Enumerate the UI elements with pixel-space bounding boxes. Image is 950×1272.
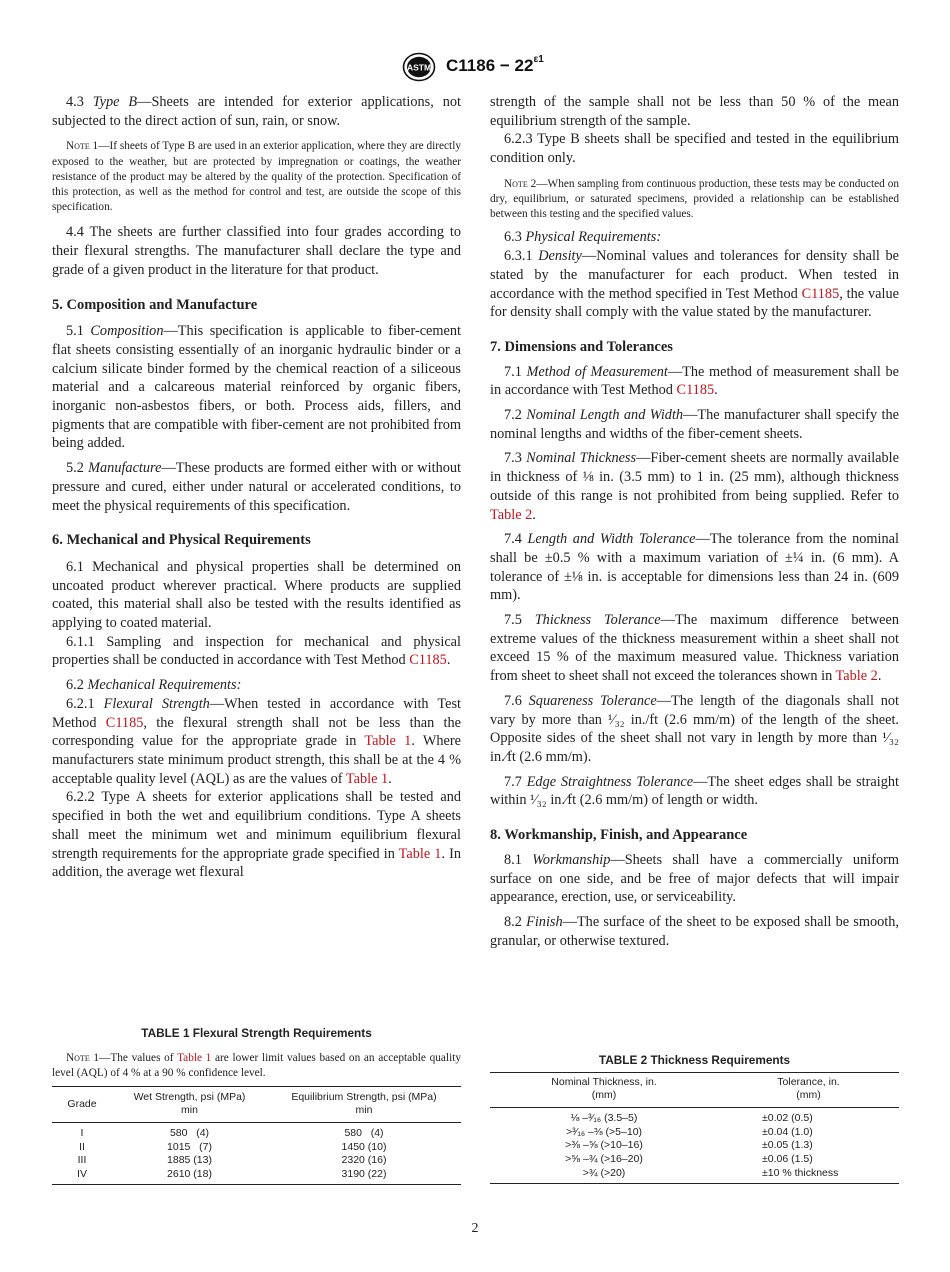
link-c1185[interactable]: C1185	[676, 382, 715, 399]
section-4-4: 4.4 The sheets are further classified into four grades according to their flexural strengths. The manufacturer shall declare the type and grade of a given product in the literature for that product.	[52, 224, 461, 278]
note-2: Note 2—When sampling from continuous production, these tests may be conducted on dry, equilibrium, or saturated specimens, provided a relationship can be established between this testing and the specified values.	[490, 177, 899, 221]
section-7-7: 7.7 Edge Straightness Tolerance—The sheet edges shall be straight within ¹⁄₃₂ in.⁄ft (2.6 mm/m) of length or width.	[490, 773, 900, 809]
link-table-1[interactable]: Table 1	[345, 770, 389, 787]
table-row: >⅝ –¾ (>16–20) ±0.06 (1.5)	[565, 1153, 813, 1166]
link-table-2[interactable]: Table 2	[490, 506, 533, 523]
heading-section-6: 6. Mechanical and Physical Requirements	[52, 532, 311, 549]
left-column	[52, 93, 461, 882]
link-table-2[interactable]: Table 2	[835, 668, 878, 685]
link-table-1[interactable]: Table 1	[177, 1052, 212, 1064]
section-6-2-2: 6.2.2 Type A sheets for exterior applications shall be tested and specified in both the wet and equilibrium conditions. Type A sheets shall meet the minimum wet and minimum equilibrium flexural strength requirements for the appropriate grade specified in Table 1. In addition, the average wet flexural	[52, 789, 461, 881]
section-6-2-3: 6.2.3 Type B sheets shall be specified and tested in the equilibrium condition only.	[490, 131, 899, 167]
section-5-1: 5.1 Composition—This specification is applicable to fiber-cement flat sheets consisting essentially of an inorganic hydraulic binder or a calcium silicate binder formed by the chemical reaction of a siliceous material and a calcareous material reinforced by organic fibers, inorganic non-asbestos fibers, or both. Process aids, fillers, and pigments that are compatible with fiber-cement are not prohibited from being added.	[52, 323, 461, 452]
link-table-1[interactable]: Table 1	[364, 733, 412, 750]
page-number: 2	[471, 1221, 479, 1236]
section-4-3: 4.3 Type B—Sheets are intended for exterior applications, not subjected to the direct action of sun, rain, or snow.	[52, 94, 461, 129]
logo-text: ASTM	[406, 62, 432, 73]
section-7-1: 7.1 Method of Measurement—The method of measurement shall be in accordance with Test Method C1185.	[490, 363, 899, 399]
table-row: III 1885 (13) 2320 (16)	[77, 1154, 387, 1167]
designation-superscript: ε1	[533, 54, 544, 65]
heading-section-7: 7. Dimensions and Tolerances	[490, 338, 673, 355]
section-8-2: 8.2 Finish—The surface of the sheet to be exposed shall be smooth, granular, or otherwise textured.	[490, 913, 899, 949]
link-table-1[interactable]: Table 1	[398, 845, 442, 862]
column-header-grade: Grade	[67, 1097, 97, 1110]
section-6-1-1: 6.1.1 Sampling and inspection for mechanical and physical properties shall be conducted in accordance with Test Method C1185.	[52, 633, 461, 669]
table-2-title: TABLE 2 Thickness Requirements	[598, 1053, 791, 1067]
link-c1185[interactable]: C1185	[409, 652, 447, 669]
table-1-note: Note 1—The values of Table 1 are lower limit values based on an acceptable quality level (AQL) of 4 % at a 90 % confidence level.	[52, 1052, 461, 1080]
right-column	[490, 93, 899, 950]
link-c1185[interactable]: C1185	[801, 285, 840, 302]
section-8-1: 8.1 Workmanship—Sheets shall have a commercially uniform surface on one side, and be free of major defects that will impair appearance, erection, use, or serviceability.	[490, 851, 899, 906]
heading-section-5: 5. Composition and Manufacture	[52, 296, 258, 313]
table-row: >³⁄₁₆ –⅜ (>5–10) ±0.04 (1.0)	[565, 1125, 813, 1138]
table-2	[490, 1072, 899, 1184]
table-1-title: TABLE 1 Flexural Strength Requirements	[141, 1026, 372, 1040]
section-6-3: 6.3 Physical Requirements:	[504, 229, 662, 246]
column-header-wet-strength: Wet Strength, psi (MPa) min	[133, 1091, 246, 1117]
column-header-nominal-thickness: Nominal Thickness, in. (mm)	[551, 1076, 657, 1102]
link-c1185[interactable]: C1185	[105, 714, 144, 731]
astm-logo-icon	[402, 52, 436, 82]
table-row: >¾ (>20) ±10 % thickness	[490, 1167, 899, 1183]
column-header-equilibrium-strength: Equilibrium Strength, psi (MPa) min	[291, 1091, 437, 1117]
table-row: IV 2610 (18) 3190 (22)	[52, 1168, 461, 1184]
section-6-2: 6.2 Mechanical Requirements:	[66, 677, 242, 694]
table-row: I 580 (4) 580 (4)	[80, 1126, 384, 1139]
section-7-2: 7.2 Nominal Length and Width—The manufacturer shall specify the nominal lengths and widths of the fiber-cement sheets.	[490, 407, 899, 442]
note-1: Note 1—If sheets of Type B are used in an exterior application, where they are directly exposed to the weather, but are protected by impregnation or coatings, the weather resistance of the product may be altered by the quality of the protection. Specification of this protection, as well as the method for control and test, are outside the scope of this specification.	[52, 140, 461, 214]
table-row: II 1015 (7) 1450 (10)	[79, 1140, 387, 1153]
section-6-2-1: 6.2.1 Flexural Strength—When tested in accordance with Test Method C1185, the flexural strength shall not be less than the corresponding value for the appropriate grade in Table 1. Where manufacturers state minimum product strength, this shall be at the 4 % acceptable quality level (AQL) as are the values of Table 1.	[52, 695, 461, 787]
section-7-5: 7.5 Thickness Tolerance—The maximum difference between extreme values of the thickness measurement within a sheet shall not exceed 15 % of the maximum measured value. Thickness variation from sheet to sheet shall not exceed the tolerances shown in Table 2.	[490, 612, 900, 685]
document-designation: $C1186 - 22^{\varepsilon 1}$	[446, 54, 544, 75]
table-1	[52, 1086, 461, 1185]
table-row: >⅜ –⅝ (>10–16) ±0.05 (1.3)	[565, 1139, 813, 1152]
section-5-2: 5.2 Manufacture—These products are formed either with or without pressure and cured, either under natural or accelerated conditions, to meet the physical requirements of this specification.	[52, 460, 461, 514]
section-7-4: 7.4 Length and Width Tolerance—The tolerance from the nominal shall be ±0.5 % with a maximum variation of ±¼ in. (6 mm). A tolerance of ±⅛ in. is acceptable for dimensions less than 24 in. (609 mm).	[490, 531, 899, 604]
section-6-2-2-continued: strength of the sample shall not be less than 50 % of the mean equilibrium strength of the sample.	[490, 94, 899, 129]
page-header	[0, 52, 950, 86]
section-7-6: 7.6 Squareness Tolerance—The length of the diagonals shall not vary by more than ¹⁄₃₂ in./ft (2.6 mm/m) of the length of the sheet. Opposite sides of the sheet shall not vary in length by more than ¹⁄₃₂ in.⁄ft (2.6 mm/m).	[490, 692, 899, 765]
section-6-1: 6.1 Mechanical and physical properties shall be determined on uncoated product wherever practical. Where products are supplied coated, this material shall also be tested with the results identified as applying to coated material.	[52, 558, 461, 632]
section-7-3: 7.3 Nominal Thickness—Fiber-cement sheets are normally available in thickness of ⅛ in. (3.5 mm) to 1 in. (25 mm), although thickness outside of this range is not prohibited from being supplied. Refer to Table 2.	[490, 450, 899, 523]
column-header-tolerance: Tolerance, in. (mm)	[777, 1076, 840, 1102]
table-row: ⅛ –³⁄₁₆ (3.5–5) ±0.02 (0.5)	[570, 1111, 813, 1124]
heading-section-8: 8. Workmanship, Finish, and Appearance	[490, 827, 748, 844]
section-6-3-1: 6.3.1 Density—Nominal values and tolerances for density shall be stated by the manufacturer for each product. When tested in accordance with the method specified in Test Method C1185, the value for density shall comply with the value stated by the manufacturer.	[490, 248, 899, 321]
